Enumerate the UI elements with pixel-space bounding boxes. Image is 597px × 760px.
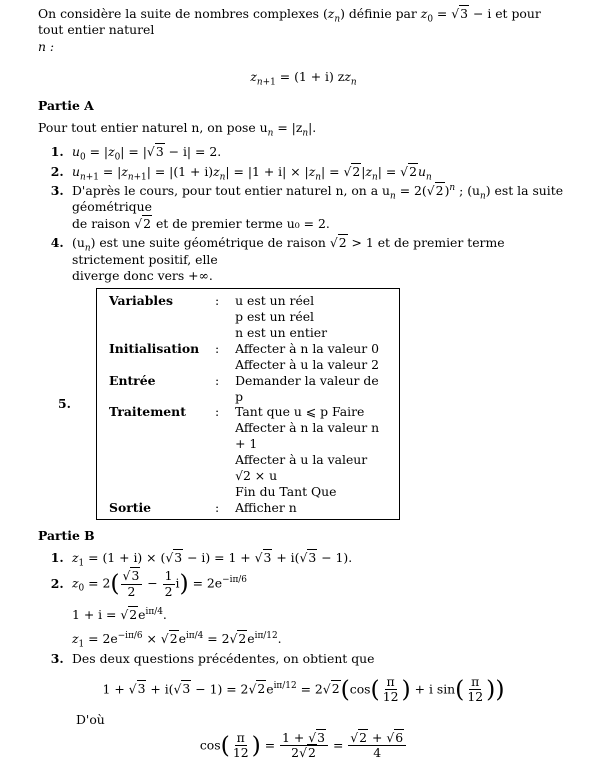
algorithm-keyword (97, 309, 206, 325)
part-b-equation-1: $1 + √3 + i(√3 - 1) = 2√2e^{i\pi/12} = 2√2(\cos$( $\frac{\pi}{12}$ ) + i sin( $\frac{\pi}{12}$ )) (102, 673, 505, 705)
algorithm-colon: : (215, 293, 220, 309)
intro-line-2: n : (38, 38, 55, 54)
algorithm-colon: : (215, 372, 220, 388)
algorithm-keyword (97, 420, 206, 452)
algorithm-keyword: Entrée (109, 372, 156, 388)
algorithm-instruction: u est un réel (235, 293, 315, 309)
algorithm-keyword (97, 484, 206, 500)
algorithm-colon (205, 309, 229, 325)
algorithm-colon (205, 325, 229, 341)
algorithm-instruction: Affecter à u la valeur √2 × u (235, 452, 368, 483)
algorithm-colon: : (215, 404, 220, 420)
intro-line-1: On considère la suite de nombres complexes $(z_n)$ définie par $z_0 = √3 - i$ et pour tout entier naturel (38, 6, 541, 38)
part-b-item-1: 1. $z_1 = (1 + i) \times (√3 - i) = 1 + √3 + i(√3 - 1)$. (68, 550, 569, 566)
part-b-title: Partie B (38, 527, 95, 543)
part-b-dou: D'où (76, 712, 105, 728)
algorithm-instruction: Afficher n (235, 499, 297, 515)
part-a-item-4: 4. $(u_n)$ est une suite géométrique de raison √2 > 1 et de premier terme strictement positif, elle diverge donc vers +∞. (68, 235, 569, 284)
recurrence-formula: $z_{n+1} = (1 + i)$ $zz_n$ (250, 69, 357, 88)
part-a-title: Partie A (38, 97, 94, 113)
algorithm-row (97, 500, 400, 519)
part-b-equation-2: cos( $\frac{\pi}{12}$ ) = $\frac{1 + √3}{2√2}$ = $\frac{√2 + √6}{4}$ (38, 731, 569, 760)
part-b-list (38, 550, 569, 667)
algorithm-instruction: Affecter à n la valeur n + 1 (235, 420, 380, 452)
algorithm-row (97, 484, 400, 500)
part-a-item-1: 1. $u_0 = |z_0| = |√3 - i| = 2$. (68, 144, 569, 160)
algorithm-colon: : (215, 499, 220, 515)
algorithm-colon: : (215, 340, 220, 356)
algorithm-instruction: Tant que u ⩽ p Faire (235, 404, 365, 420)
algorithm-keyword: Variables (109, 293, 173, 309)
algorithm-instruction: n est un entier (235, 325, 328, 340)
part-a-intro: Pour tout entier naturel n, on pose $u_n = |z_n|$. (38, 119, 317, 139)
algorithm-keyword (97, 325, 206, 341)
algorithm-instruction: Affecter à u la valeur 2 (235, 356, 380, 372)
algorithm-colon (205, 484, 229, 500)
algorithm-row (97, 325, 400, 341)
algorithm-row (97, 341, 400, 357)
algorithm-number: 5. (58, 395, 71, 411)
part-a-item-3: 3. D'après le cours, pour tout entier naturel n, on a $u_n = 2(√2)^n$ ; $(u_n)$ est la suite géométrique de raison √2 et de premier terme u₀ = 2. (68, 183, 569, 232)
algorithm-table (96, 288, 400, 519)
algorithm-row (97, 309, 400, 325)
algorithm-keyword (97, 357, 206, 373)
algorithm-colon (205, 420, 229, 452)
algorithm-keyword: Traitement (109, 404, 186, 420)
algorithm-instruction: p est un réel (235, 309, 315, 325)
part-b-item-2: 2. $z_0 = 2$( $\frac{√3}{2}$ − $\frac{1}{2}$ $i) = 2e^{-i\pi/6}$ $1 + i = √2e^{i\pi/4}$. $z_1 = 2e^{-i\pi/6} \times √2e^{i\pi/4} = 2√2e^{i\pi/12}$. (68, 569, 569, 647)
algorithm-keyword (97, 452, 206, 484)
algorithm-row (97, 404, 400, 420)
algorithm-row (97, 452, 400, 484)
algorithm-row (97, 357, 400, 373)
part-b-item-3: 3. Des deux questions précédentes, on obtient que (68, 651, 569, 667)
algorithm-instruction: Demander la valeur de p (235, 372, 379, 404)
algorithm-keyword: Sortie (109, 499, 152, 515)
algorithm-colon (205, 452, 229, 484)
algorithm-colon (205, 357, 229, 373)
algorithm-keyword: Initialisation (109, 340, 200, 356)
algorithm-instruction: Fin du Tant Que (235, 483, 337, 499)
algorithm-row (97, 373, 400, 405)
algorithm-section (38, 288, 569, 519)
algorithm-row (97, 420, 400, 452)
part-a-list (38, 144, 569, 284)
algorithm-row (97, 289, 400, 309)
algorithm-instruction: Affecter à n la valeur 0 (235, 340, 380, 356)
part-a-item-2: 2. $u_{n+1} = |z_{n+1}| = |(1 + i)z_n| = |1 + i| \times |z_n| = √2|z_n| = √2u_n$ (68, 164, 569, 180)
